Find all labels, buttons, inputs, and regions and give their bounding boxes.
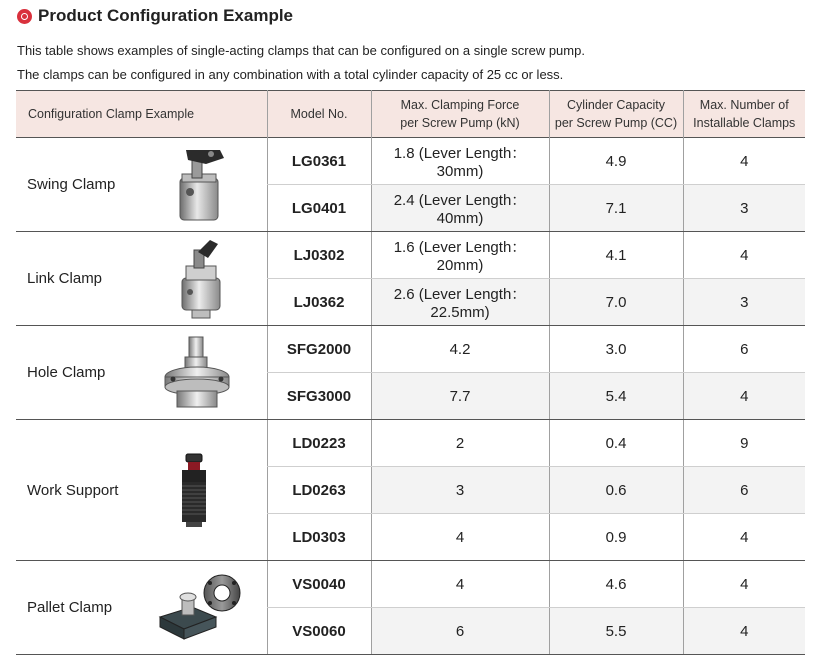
- bullet-circle-icon: [17, 9, 32, 24]
- model-cell: LD0223: [267, 420, 371, 467]
- force-cell: 2.4 (Lever Length：40mm): [371, 185, 549, 232]
- model-cell: SFG3000: [267, 373, 371, 420]
- model-cell: VS0060: [267, 608, 371, 655]
- count-cell: 9: [683, 420, 805, 467]
- count-cell: 4: [683, 232, 805, 279]
- capacity-cell: 0.4: [549, 420, 683, 467]
- header-capacity-line-2: per Screw Pump (CC): [554, 116, 678, 130]
- table-row: [16, 420, 805, 467]
- description-line-1: This table shows examples of single-acting clamps that can be configured on a single screw pump.: [17, 43, 585, 58]
- force-cell: 2.6 (Lever Length：22.5mm): [371, 279, 549, 326]
- capacity-cell: 4.9: [549, 138, 683, 185]
- group-label: Hole Clamp: [27, 364, 106, 381]
- capacity-cell: 7.0: [549, 279, 683, 326]
- force-cell: 4: [371, 561, 549, 608]
- table-row: [16, 326, 805, 373]
- work-support-image: [176, 452, 212, 528]
- model-cell: LD0303: [267, 514, 371, 561]
- capacity-cell: 0.6: [549, 467, 683, 514]
- force-cell: 4.2: [371, 326, 549, 373]
- header-force-line-1: Max. Clamping Force: [400, 98, 520, 112]
- pallet-clamp-image: [152, 573, 248, 643]
- group-pallet-clamp: [16, 561, 267, 655]
- table-row: [16, 232, 805, 279]
- force-cell: 1.6 (Lever Length：20mm): [371, 232, 549, 279]
- header-force: [371, 91, 549, 138]
- count-cell: 4: [683, 514, 805, 561]
- group-label: Link Clamp: [27, 270, 103, 287]
- table-row: [16, 138, 805, 185]
- count-cell: 4: [683, 608, 805, 655]
- header-count-line-1: Max. Number of: [699, 98, 789, 112]
- force-cell: 7.7: [371, 373, 549, 420]
- model-cell: LJ0362: [267, 279, 371, 326]
- count-cell: 4: [683, 373, 805, 420]
- configuration-table: [16, 90, 805, 655]
- model-cell: LD0263: [267, 467, 371, 514]
- capacity-cell: 5.5: [549, 608, 683, 655]
- header-capacity: [549, 91, 683, 138]
- count-cell: 6: [683, 326, 805, 373]
- capacity-cell: 3.0: [549, 326, 683, 373]
- capacity-cell: 4.6: [549, 561, 683, 608]
- page-title: Product Configuration Example: [38, 6, 294, 25]
- capacity-cell: 5.4: [549, 373, 683, 420]
- header-count: [683, 91, 805, 138]
- model-cell: VS0040: [267, 561, 371, 608]
- model-cell: LG0361: [267, 138, 371, 185]
- count-cell: 6: [683, 467, 805, 514]
- group-link-clamp: [16, 232, 267, 326]
- force-cell: 6: [371, 608, 549, 655]
- force-cell: 2: [371, 420, 549, 467]
- description-line-2: The clamps can be configured in any combination with a total cylinder capacity of 25 cc or less.: [17, 67, 564, 82]
- header-model: Model No.: [267, 91, 371, 138]
- count-cell: 3: [683, 185, 805, 232]
- force-cell: 3: [371, 467, 549, 514]
- hole-clamp-image: [161, 333, 235, 413]
- count-cell: 3: [683, 279, 805, 326]
- count-cell: 4: [683, 561, 805, 608]
- force-cell: 4: [371, 514, 549, 561]
- capacity-cell: 0.9: [549, 514, 683, 561]
- header-count-line-2: Installable Clamps: [693, 116, 796, 130]
- model-cell: SFG2000: [267, 326, 371, 373]
- capacity-cell: 7.1: [549, 185, 683, 232]
- swing-clamp-image: [166, 144, 232, 226]
- group-label: Swing Clamp: [27, 176, 116, 193]
- link-clamp-image: [168, 236, 234, 322]
- group-work-support: [16, 420, 267, 561]
- capacity-cell: 4.1: [549, 232, 683, 279]
- title-row: [17, 6, 293, 26]
- group-swing-clamp: [16, 138, 267, 232]
- group-label: Pallet Clamp: [27, 599, 113, 616]
- model-cell: LG0401: [267, 185, 371, 232]
- group-label: Work Support: [27, 481, 119, 499]
- table-header-row: [16, 91, 805, 138]
- header-capacity-line-1: Cylinder Capacity: [567, 98, 665, 112]
- count-cell: 4: [683, 138, 805, 185]
- header-example: Configuration Clamp Example: [16, 91, 267, 138]
- force-cell: 1.8 (Lever Length：30mm): [371, 138, 549, 185]
- model-cell: LJ0302: [267, 232, 371, 279]
- table-row: [16, 561, 805, 608]
- group-hole-clamp: [16, 326, 267, 420]
- header-force-line-2: per Screw Pump (kN): [400, 116, 520, 130]
